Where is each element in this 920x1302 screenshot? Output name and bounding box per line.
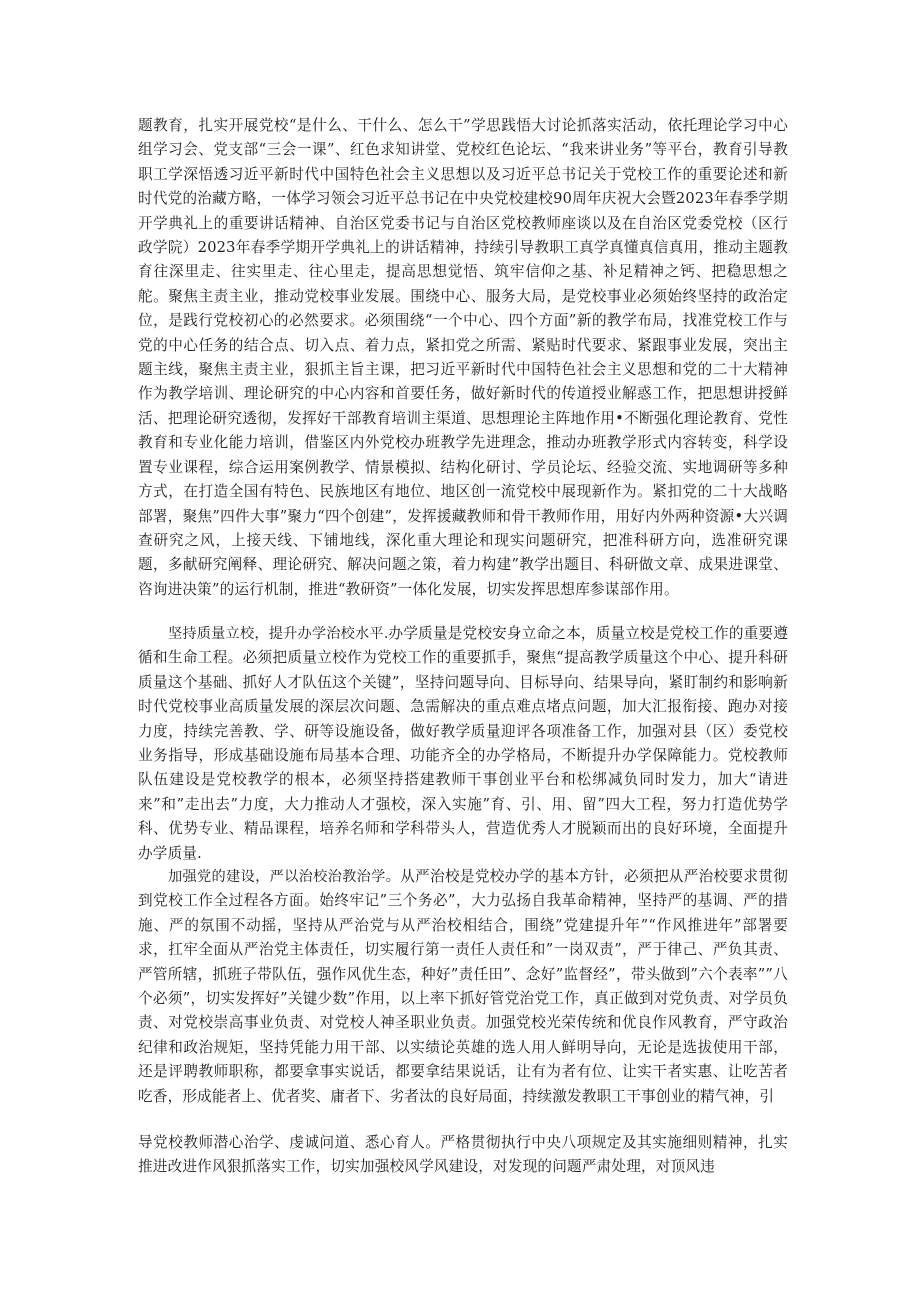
paragraph-2-body: 办学质量是党校安身立命之本，质量立校是党校工作的重要遵循和生命工程。必须把质量立校作为党校工作的重要抓手，聚焦“提高教学质量这个中心、提升科研质量这个基础、抓好人才队伍这个关键”，坚持问题导向、目标导向、结果导向，紧盯制约和影响新时代党校事业高质量发展的深层次问题、急需解决的重点难点堵点问题，加大汇报衔接、跑办对接力度，持续完善教、学、研等设施设备，做好教学质量迎评各项准备工作，加强对县（区）委党校业务指导，形成基础设施布局基本合理、功能齐全的办学格局，不断提升办学保障能力。党校教师队伍建设是党校教学的根本，必须坚持搭建教师干事创业平台和松绑减负同时发力，加大“请进来”和”走出去”力度，大力推动人才强校，深入实施”育、引、用、留”四大工程，努力打造优势学科、优势专业、精品课程，培养名师和学科带头人，营造优秀人才脱颖而出的良好环境，全面提升办学质量. — [138, 625, 789, 862]
paragraph-3 — [138, 865, 788, 1109]
paragraph-3-body: 从严治校是党校办学的基本方针，必须把从严治校要求贯彻到党校工作全过程各方面。始终牢记”三个务必”，大力弘扬自我革命精神，坚持严的基调、严的措施、严的氛围不动摇，坚持从严治党与从严治校相结合，围绕”党建提升年”“作风推进年”部署要求，扛牢全面从严治党主体责任，切实履行第一责任人责任和”一岗双责”，严于律己、严负其责、严管所辖，抓班子带队伍，强作风优生态，种好”责任田”、念好”监督经”，带头做到”六个表率””八个必须”，切实发挥好”关键少数”作用，以上率下抓好管党治党工作，真正做到对党负责、对学员负责、对党校崇高事业负责、对党校人神圣职业负责。加强党校光荣传统和优良作风教育，严守政治纪律和政治规矩，坚持凭能力用干部、以实绩论英雄的选人用人鲜明导向，无论是选拔使用干部，还是评聘教师职称，都要拿事实说话，都要拿结果说话，让有为者有位、让实干者实惠、让吃苦者吃香，形成能者上、优者奖、庸者下、劣者汰的良好局面，持续激发教职工干事创业的精气神，引 — [138, 868, 789, 1105]
paragraph-2 — [138, 622, 788, 866]
paragraph-1: 题教育，扎实开展党校“是什么、干什么、怎么干”学思践悟大讨论抓落实活动，依托理论学习中心组学习会、党支部“三会一课”、红色求知讲堂、党校红色论坛、“我来讲业务”等平台，教育引导教职工学深悟透习近平新时代中国特色社会主义思想以及习近平总书记关于党校工作的重要论述和新时代党的治藏方略，一体学习领会习近平总书记在中央党校建校90周年庆祝大会暨2023年春季学期开学典礼上的重要讲话精神、自治区党委书记与自治区党校教师座谈以及在自治区党委党校（区行政学院）2023年春季学期开学典礼上的讲话精神，持续引导教职工真学真懂真信真用，推动主题教育往深里走、往实里走、往心里走，提高思想觉悟、筑牢信仰之基、补足精神之钙、把稳思想之舵。聚焦主责主业，推动党校事业发展。围绕中心、服务大局，是党校事业必须始终坚持的政治定位，是践行党校初心的必然要求。必须围绕“一个中心、四个方面”新的教学布局，找准党校工作与党的中心任务的结合点、切入点、着力点，紧扣党之所需、紧贴时代要求、紧跟事业发展，突出主题主线，聚焦主责主业，狠抓主旨主课，把习近平新时代中国特色社会主义思想和党的二十大精神作为教学培训、理论研究的中心内容和首要任务，做好新时代的传道授业解惑工作，把思想讲授鲜活、把理论研究透彻，发挥好干部教育培训主渠道、思想理论主阵地作用•不断强化理论教育、党性教育和专业化能力培训，借鉴区内外党校办班教学先进理念，推动办班教学形式内容转变，科学设置专业课程，综合运用案例教学、情景模拟、结构化研讨、学员论坛、经验交流、实地调研等多种方式，在打造全国有特色、民族地区有地位、地区创一流党校中展现新作为。紧扣党的二十大战略部署，聚焦”四件大事”聚力“四个创建”，发挥援藏教师和骨干教师作用，用好内外两种资源•大兴调查研究之风，上接天线、下铺地线，深化重大理论和现实问题研究，把准科研方向，选准研究课题，多献研究阐释、理论研究、解决问题之策，着力构建”教学出题目、科研做文章、成果进课堂、咨询进决策”的运行机制，推进“教研资”一体化发展，切实发挥思想库参谋部作用。 — [138, 117, 788, 598]
paragraph-2-heading: 坚持质量立校，提升办学治校水平. — [168, 626, 389, 642]
paragraph-3-heading: 加强党的建设，严以治校治教治学。 — [168, 869, 401, 885]
paragraph-4: 导党校教师潜心治学、虔诚问道、悉心育人。严格贯彻执行中央八项规定及其实施细则精神，扎实推进改进作风狠抓落实工作，切实加强校风学风建设，对发现的问题严肃处理，对顶风违 — [138, 1134, 788, 1176]
